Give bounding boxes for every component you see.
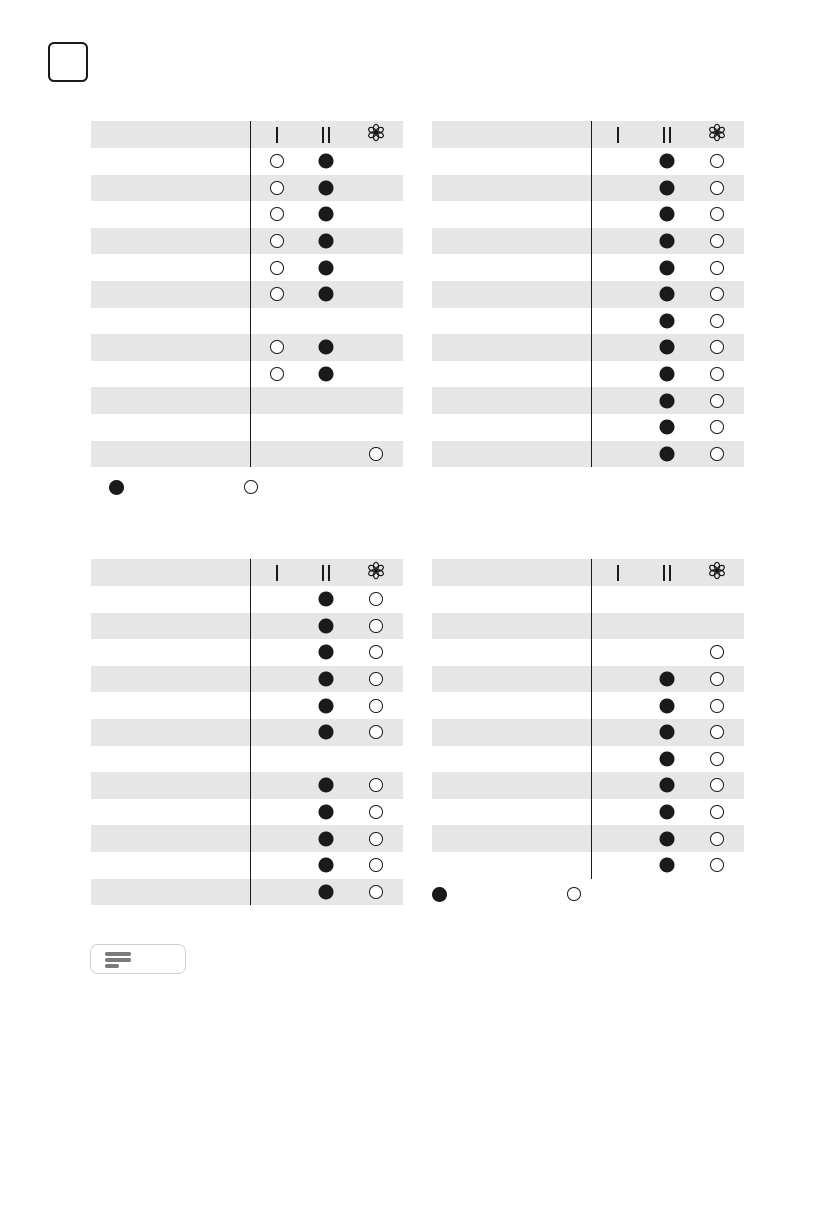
table-row <box>432 719 744 746</box>
open-dot-icon <box>567 887 581 901</box>
open-dot-icon <box>369 725 383 739</box>
table-header-row <box>91 121 403 148</box>
filled-dot-icon <box>319 340 334 355</box>
open-dot-icon <box>369 645 383 659</box>
open-dot-icon <box>270 154 284 168</box>
filled-dot-icon <box>109 480 124 495</box>
filled-dot-icon <box>319 367 334 382</box>
open-dot-icon <box>244 480 258 494</box>
table-row <box>432 441 744 468</box>
open-dot-icon <box>710 394 724 408</box>
setting-i-icon <box>617 127 619 143</box>
table-row <box>91 613 403 640</box>
table-row <box>91 254 403 281</box>
open-dot-icon <box>369 619 383 633</box>
open-dot-icon <box>369 885 383 899</box>
open-dot-icon <box>710 832 724 846</box>
table-row <box>432 281 744 308</box>
open-dot-icon <box>710 154 724 168</box>
filled-dot-icon <box>319 207 334 222</box>
table-row <box>432 201 744 228</box>
table-row <box>91 175 403 202</box>
setting-i-icon <box>276 127 278 143</box>
filled-dot-icon <box>660 234 675 249</box>
table-row <box>432 852 744 879</box>
fan-icon <box>367 561 385 584</box>
filled-dot-icon <box>319 234 334 249</box>
table-row <box>432 175 744 202</box>
filled-dot-icon <box>660 420 675 435</box>
table-row <box>432 361 744 388</box>
table-row <box>91 799 403 826</box>
filled-dot-icon <box>660 340 675 355</box>
table-row <box>91 148 403 175</box>
filled-dot-icon <box>660 446 675 461</box>
filled-dot-icon <box>319 858 334 873</box>
open-dot-icon <box>710 699 724 713</box>
table-row <box>91 719 403 746</box>
settings-table-2 <box>432 121 744 467</box>
page-number-box <box>48 42 88 82</box>
open-dot-icon <box>710 858 724 872</box>
open-dot-icon <box>710 207 724 221</box>
open-dot-icon <box>710 420 724 434</box>
table-row <box>91 414 403 441</box>
table-row <box>432 387 744 414</box>
open-dot-icon <box>710 261 724 275</box>
open-dot-icon <box>710 778 724 792</box>
table-row <box>91 281 403 308</box>
open-dot-icon <box>270 261 284 275</box>
open-dot-icon <box>710 287 724 301</box>
table-row <box>91 825 403 852</box>
setting-ii-icon <box>663 565 671 581</box>
table-header-row <box>432 121 744 148</box>
legend-2 <box>432 887 632 903</box>
table-row <box>91 746 403 773</box>
filled-dot-icon <box>660 393 675 408</box>
setting-ii-icon <box>322 565 330 581</box>
table-row <box>91 228 403 255</box>
filled-dot-icon <box>660 313 675 328</box>
filled-dot-icon <box>319 778 334 793</box>
table-row <box>432 254 744 281</box>
filled-dot-icon <box>660 367 675 382</box>
open-dot-icon <box>369 778 383 792</box>
table-row <box>432 613 744 640</box>
filled-dot-icon <box>319 805 334 820</box>
table-row <box>432 772 744 799</box>
filled-dot-icon <box>660 805 675 820</box>
table-row <box>432 586 744 613</box>
table-row <box>91 666 403 693</box>
table-header-row <box>432 559 744 586</box>
table-row <box>91 772 403 799</box>
filled-dot-icon <box>319 592 334 607</box>
filled-dot-icon <box>660 751 675 766</box>
table-header-row <box>91 559 403 586</box>
open-dot-icon <box>710 234 724 248</box>
fan-icon <box>708 123 726 146</box>
filled-dot-icon <box>432 887 447 902</box>
open-dot-icon <box>710 672 724 686</box>
filled-dot-icon <box>660 180 675 195</box>
filled-dot-icon <box>660 858 675 873</box>
table-row <box>91 201 403 228</box>
table-row <box>91 639 403 666</box>
open-dot-icon <box>710 725 724 739</box>
table-row <box>432 825 744 852</box>
open-dot-icon <box>270 207 284 221</box>
open-dot-icon <box>710 805 724 819</box>
settings-table-3 <box>91 559 403 905</box>
open-dot-icon <box>710 340 724 354</box>
filled-dot-icon <box>660 260 675 275</box>
filled-dot-icon <box>660 207 675 222</box>
open-dot-icon <box>369 447 383 461</box>
table-row <box>432 746 744 773</box>
settings-table-4 <box>432 559 744 879</box>
open-dot-icon <box>710 752 724 766</box>
filled-dot-icon <box>319 725 334 740</box>
filled-dot-icon <box>319 154 334 169</box>
filled-dot-icon <box>660 287 675 302</box>
table-row <box>91 586 403 613</box>
table-row <box>432 308 744 335</box>
filled-dot-icon <box>319 287 334 302</box>
open-dot-icon <box>270 234 284 248</box>
filled-dot-icon <box>319 884 334 899</box>
open-dot-icon <box>270 181 284 195</box>
open-dot-icon <box>270 287 284 301</box>
filled-dot-icon <box>319 698 334 713</box>
table-row <box>91 387 403 414</box>
setting-i-icon <box>617 565 619 581</box>
filled-dot-icon <box>660 154 675 169</box>
table-row <box>432 228 744 255</box>
open-dot-icon <box>710 447 724 461</box>
table-row <box>432 639 744 666</box>
filled-dot-icon <box>660 672 675 687</box>
setting-ii-icon <box>663 127 671 143</box>
filled-dot-icon <box>319 618 334 633</box>
open-dot-icon <box>710 645 724 659</box>
open-dot-icon <box>710 367 724 381</box>
table-row <box>432 334 744 361</box>
table-row <box>432 148 744 175</box>
filled-dot-icon <box>319 645 334 660</box>
filled-dot-icon <box>319 260 334 275</box>
table-row <box>91 441 403 468</box>
table-row <box>91 852 403 879</box>
settings-table-1 <box>91 121 403 467</box>
fan-icon <box>367 123 385 146</box>
table-row <box>432 692 744 719</box>
table-row <box>432 414 744 441</box>
open-dot-icon <box>369 672 383 686</box>
fan-icon <box>708 561 726 584</box>
open-dot-icon <box>369 832 383 846</box>
note-icon <box>90 944 186 974</box>
open-dot-icon <box>369 699 383 713</box>
filled-dot-icon <box>660 725 675 740</box>
open-dot-icon <box>710 181 724 195</box>
table-row <box>432 799 744 826</box>
filled-dot-icon <box>319 672 334 687</box>
table-row <box>91 879 403 906</box>
legend-1 <box>109 480 309 496</box>
filled-dot-icon <box>660 698 675 713</box>
setting-ii-icon <box>322 127 330 143</box>
filled-dot-icon <box>660 831 675 846</box>
open-dot-icon <box>369 592 383 606</box>
setting-i-icon <box>276 565 278 581</box>
open-dot-icon <box>710 314 724 328</box>
filled-dot-icon <box>319 180 334 195</box>
filled-dot-icon <box>319 831 334 846</box>
filled-dot-icon <box>660 778 675 793</box>
table-row <box>432 666 744 693</box>
open-dot-icon <box>270 340 284 354</box>
table-row <box>91 308 403 335</box>
table-row <box>91 361 403 388</box>
open-dot-icon <box>270 367 284 381</box>
table-row <box>91 334 403 361</box>
table-row <box>91 692 403 719</box>
open-dot-icon <box>369 858 383 872</box>
open-dot-icon <box>369 805 383 819</box>
